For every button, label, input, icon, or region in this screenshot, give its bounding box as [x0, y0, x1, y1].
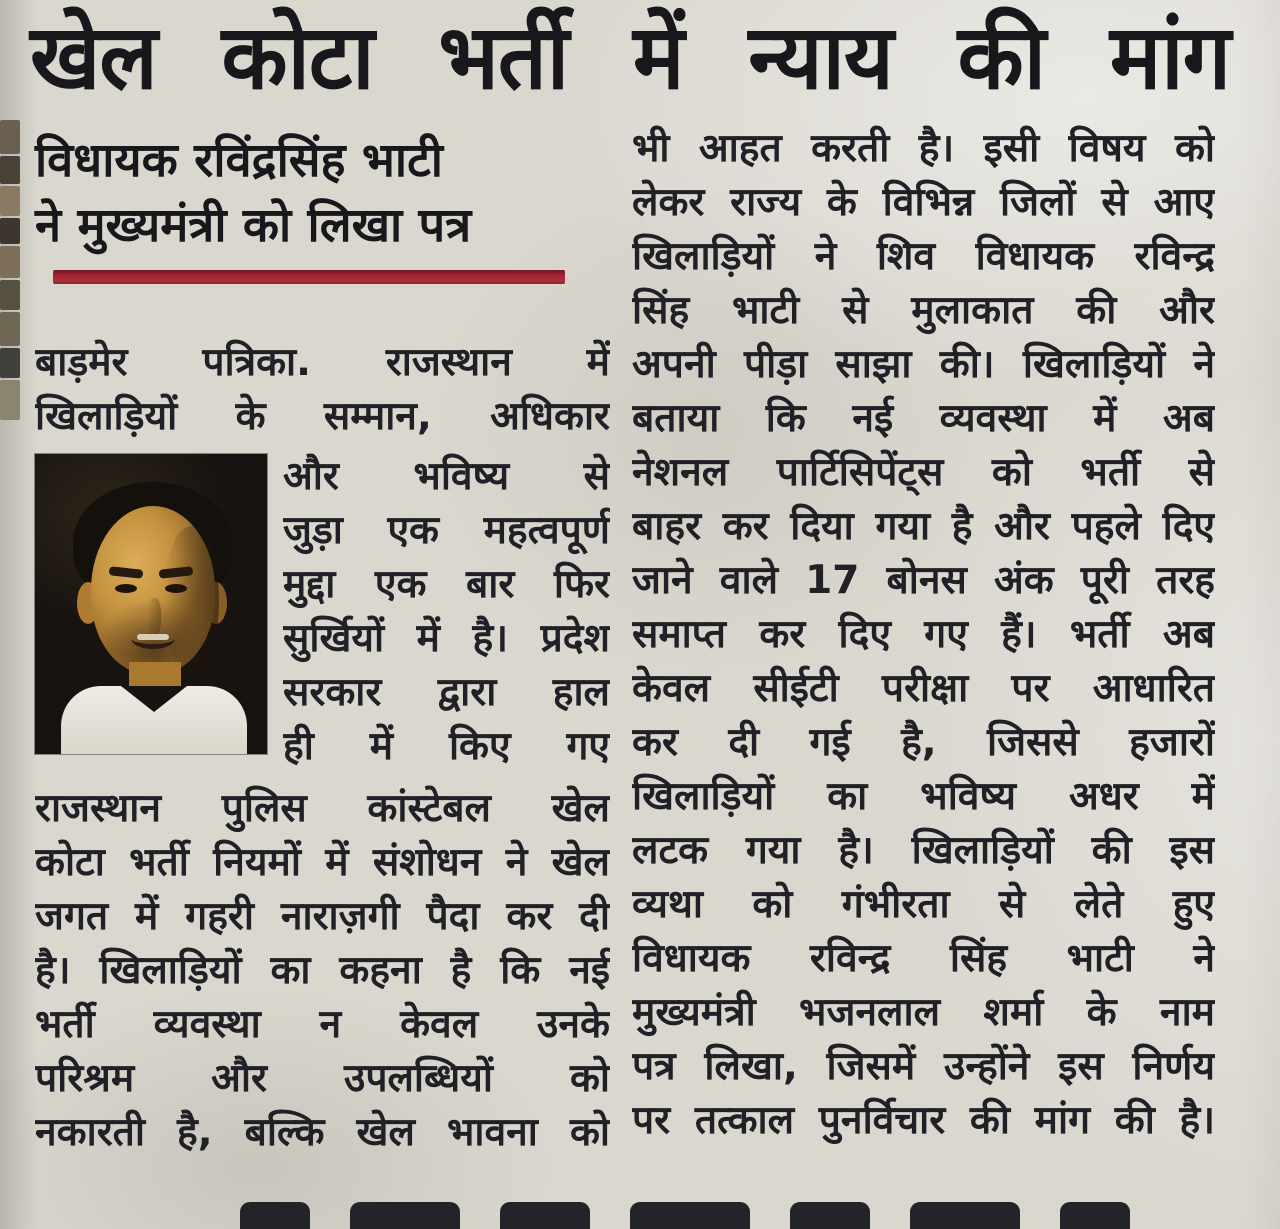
body-line: नकारती है, बल्कि खेल भावना को [35, 1110, 610, 1155]
mla-portrait-photo [35, 454, 267, 754]
partial-glyph [350, 1202, 460, 1229]
red-divider-rule [53, 270, 565, 284]
article-intro [35, 336, 610, 444]
body-line: भी आहत करती है। इसी विषय को [632, 126, 1215, 171]
body-line: मुख्यमंत्री भजनलाल शर्मा के नाम [632, 990, 1215, 1035]
body-line: बाहर कर दिया गया है और पहले दिए [632, 504, 1215, 549]
body-line: केवल सीईटी परीक्षा पर आधारित [632, 666, 1215, 711]
body-line: सुर्खियों में है। प्रदेश [283, 616, 610, 661]
body-line: मुद्दा एक बार फिर [283, 562, 610, 607]
right-column [632, 122, 1215, 1148]
body-line: भर्ती व्यवस्था न केवल उनके [35, 1002, 610, 1047]
body-line: जगत में गहरी नाराज़गी पैदा कर दी [35, 894, 610, 939]
left-column [35, 128, 610, 1160]
body-line: व्यथा को गंभीरता से लेते हुए [632, 882, 1215, 927]
body-line: जुड़ा एक महत्वपूर्ण [283, 508, 610, 553]
photo-eye [165, 584, 187, 593]
body-line: राजस्थान पुलिस कांस्टेबल खेल [35, 786, 610, 831]
photo-eyebrow [109, 566, 144, 579]
photo-eye [115, 584, 137, 593]
body-line: नेशनल पार्टिसिपेंट्स को भर्ती से [632, 450, 1215, 495]
text-below-photo [35, 782, 610, 1160]
body-line: खिलाड़ियों के सम्मान, अधिकार [35, 394, 610, 439]
partial-glyph [790, 1202, 870, 1229]
next-headline-partial [240, 1196, 1180, 1229]
body-line: परिश्रम और उपलब्धियों को [35, 1056, 610, 1101]
subheadline-line: विधायक रविंद्रसिंह भाटी [35, 133, 443, 188]
body-line: और भविष्य से [283, 454, 610, 499]
body-line: खिलाड़ियों का भविष्य अधर में [632, 774, 1215, 819]
body-line: है। खिलाड़ियों का कहना है कि नई [35, 948, 610, 993]
body-line: बताया कि नई व्यवस्था में अब [632, 396, 1215, 441]
body-line: ही में किए गए [283, 724, 610, 769]
body-text: राजस्थान में [385, 340, 610, 385]
dateline: बाड़मेर पत्रिका. [35, 340, 311, 385]
photo-teeth [137, 634, 169, 640]
body-line: जाने वाले 17 बोनस अंक पूरी तरह [632, 558, 1215, 603]
body-line: पर तत्काल पुनर्विचार की मांग की है। [632, 1098, 1215, 1143]
partial-glyph [240, 1202, 310, 1229]
text-beside-photo [283, 450, 610, 774]
article-subheadline [35, 128, 610, 258]
body-line: लेकर राज्य के विभिन्न जिलों से आए [632, 180, 1215, 225]
body-line: अपनी पीड़ा साझा की। खिलाड़ियों ने [632, 342, 1215, 387]
partial-glyph [500, 1202, 590, 1229]
body-line: सरकार द्वारा हाल [283, 670, 610, 715]
body-line: खिलाड़ियों ने शिव विधायक रविन्द्र [632, 234, 1215, 279]
partial-glyph [630, 1202, 750, 1229]
article-headline: खेल कोटा भर्ती में न्याय की मांग [30, 5, 1230, 110]
body-line [35, 336, 610, 390]
body-line: विधायक रविन्द्र सिंह भाटी ने [632, 936, 1215, 981]
photo-face [91, 506, 215, 674]
body-line: पत्र लिखा, जिसमें उन्होंने इस निर्णय [632, 1044, 1215, 1089]
body-line: लटक गया है। खिलाड़ियों की इस [632, 828, 1215, 873]
subheadline-line: ने मुख्यमंत्री को लिखा पत्र [35, 198, 472, 253]
photo-and-text-row [35, 450, 610, 774]
partial-glyph [910, 1202, 1020, 1229]
body-line: कर दी गई है, जिससे हजारों [632, 720, 1215, 765]
body-line: समाप्त कर दिए गए हैं। भर्ती अब [632, 612, 1215, 657]
body-line: कोटा भर्ती नियमों में संशोधन ने खेल [35, 840, 610, 885]
partial-glyph [1060, 1202, 1130, 1229]
body-line: सिंह भाटी से मुलाकात की और [632, 288, 1215, 333]
